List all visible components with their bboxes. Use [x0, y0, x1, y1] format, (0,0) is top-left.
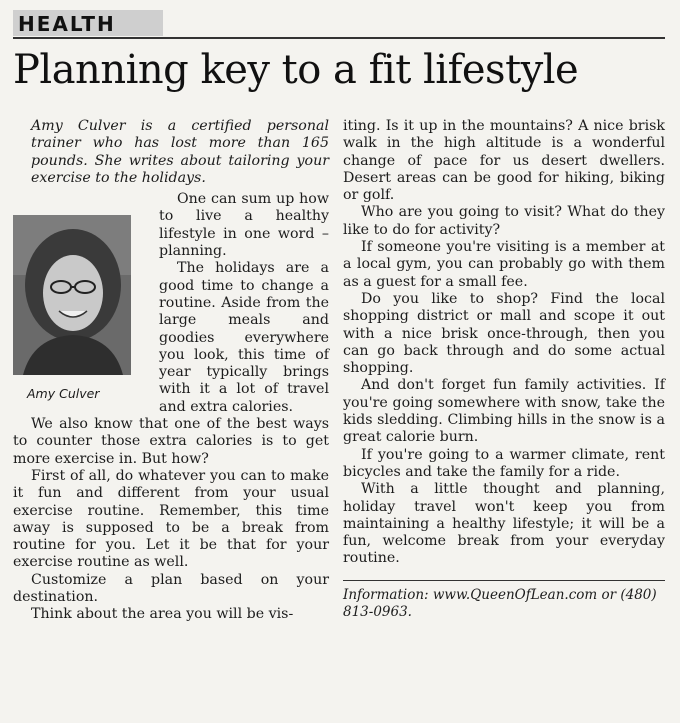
- right-column: [343, 118, 665, 621]
- paragraph: Customize a plan based on your destination.: [13, 571, 329, 606]
- section-label: HEALTH: [18, 12, 116, 36]
- left-column: [13, 118, 329, 624]
- author-photo-block: [13, 215, 149, 402]
- paragraph: Who are you going to visit? What do they like to do for activity?: [343, 204, 665, 238]
- paragraph: And don't forget fun family activities. If you're going somewhere with snow, take the kids sledding. Climbing hills in the snow is a great calorie burn.: [343, 377, 665, 446]
- intro-text: Amy Culver is a certified personal trainer who has lost more than 165 pounds. She writes about tailoring your exercise to the holidays.: [31, 118, 329, 186]
- paragraph: iting. Is it up in the mountains? A nice brisk walk in the high altitude is a wonderful change of pace for us desert dwellers. Desert areas can be good for hiking, biking or golf.: [343, 118, 665, 204]
- paragraph: Think about the area you will be vis-: [31, 606, 294, 623]
- photo-caption: Amy Culver: [27, 386, 100, 402]
- headline: Planning key to a fit lifestyle: [13, 47, 579, 93]
- section-rule: [13, 37, 665, 39]
- info-rule: [343, 580, 665, 581]
- paragraph: With a little thought and planning, holiday travel won't keep you from maintaining a healthy lifestyle; it will be a fun, welcome break from your everyday routine.: [343, 481, 665, 567]
- paragraph: Do you like to shop? Find the local shopping district or mall and scope it out with a nice brisk once-through, then you can go back through and do some actual shopping.: [343, 290, 665, 377]
- paragraph: One can sum up how to live a healthy lifestyle in one word – planning.: [159, 191, 329, 260]
- portrait-photo-icon: [13, 215, 131, 375]
- paragraph: If you're going to a warmer climate, rent bicycles and take the family for a ride.: [343, 446, 665, 480]
- paragraph: If someone you're visiting is a member at a local gym, you can probably go with them as a guest for a small fee.: [343, 239, 665, 290]
- author-photo: [13, 215, 131, 375]
- paragraph: The holidays are a good time to change a routine. Aside from the large meals and goodies everywhere you look, this time of year typically brings with it a lot of travel and extra calories.: [159, 260, 329, 415]
- paragraph: We also know that one of the best ways to counter those extra calories is to get more exercise in. But how?: [13, 416, 329, 467]
- info-line: Information: www.QueenOfLean.com or (480) 813-0963.: [343, 586, 657, 620]
- paragraph: First of all, do whatever you can to make it fun and different from your usual exercise routine. Remember, this time away is supposed to be a break from routine for you. Let it be that for your exercise routine as well.: [13, 467, 329, 571]
